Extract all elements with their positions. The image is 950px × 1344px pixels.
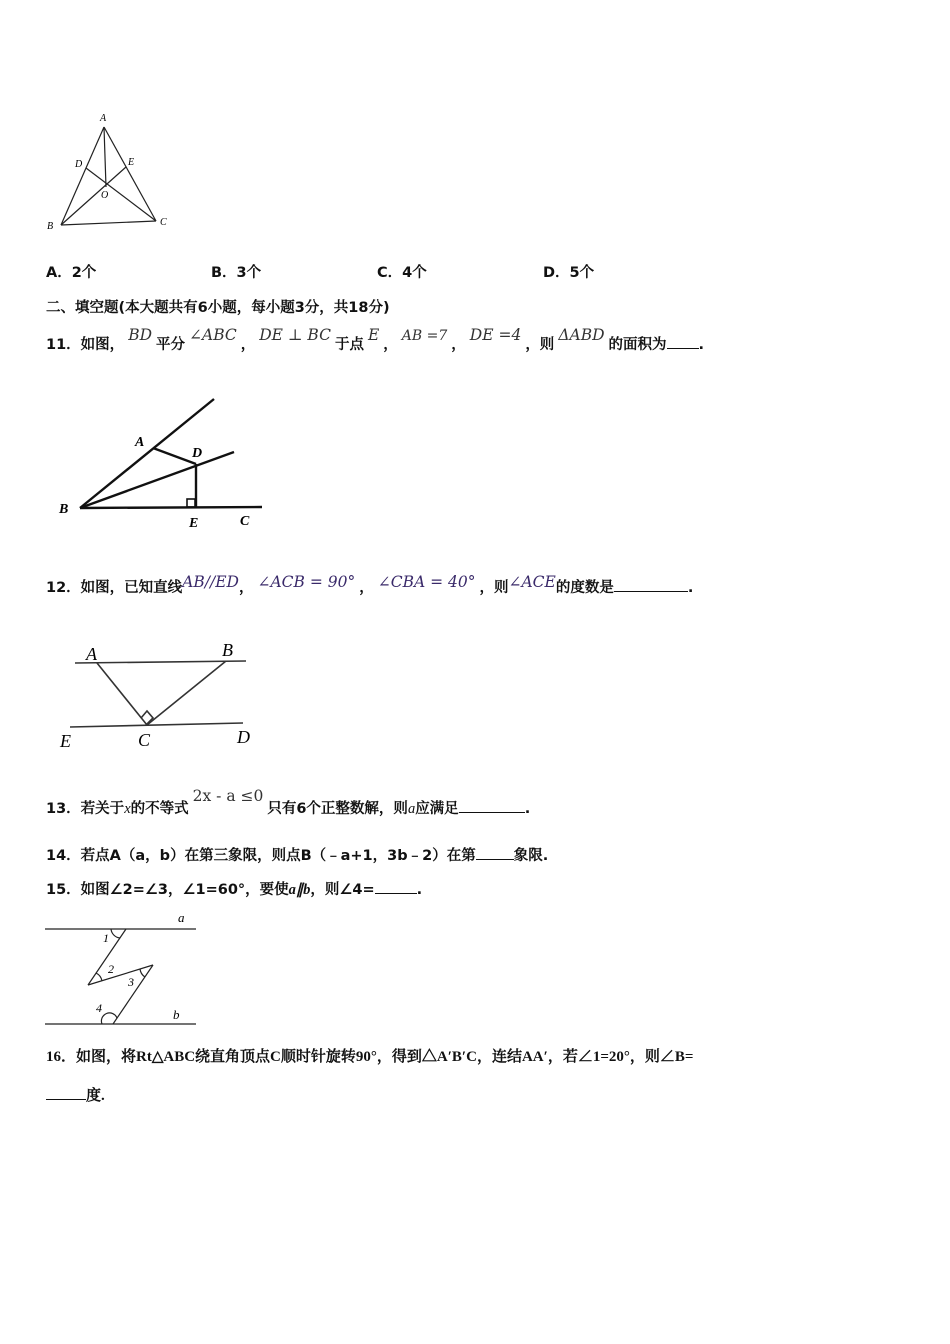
label-D: D — [192, 446, 203, 461]
label-angle-2: 2 — [108, 962, 114, 976]
label-E: E — [128, 157, 135, 168]
q13-end: . — [524, 801, 531, 817]
label-B: B — [47, 221, 54, 232]
q12-end: . — [687, 580, 694, 596]
q12-answer-blank[interactable] — [614, 579, 688, 592]
label-b: b — [173, 1007, 180, 1022]
q13-number: 13．若关于 — [46, 801, 125, 817]
label-B: B — [222, 640, 233, 660]
q11-math-bd: BD — [128, 326, 153, 344]
label-C: C — [138, 730, 151, 750]
q15-text: ，则∠4= — [310, 882, 375, 898]
question-12 — [46, 573, 694, 597]
label-C: C — [240, 514, 250, 529]
question-16 — [46, 1045, 693, 1066]
q13-text: 只有6个正整数解，则 — [267, 801, 408, 817]
label-E: E — [60, 731, 71, 751]
q12-sep: ， — [238, 580, 254, 596]
q11-math-triangle-abd: ΔABD — [558, 326, 605, 344]
q13-answer-blank[interactable] — [459, 800, 525, 813]
q11-math-ab: AB =7 — [401, 328, 448, 344]
q13-math-inequality: 2x - a ≤0 — [192, 787, 264, 805]
q12-sep: ， — [359, 580, 374, 596]
q11-math-de-perp-bc: DE ⊥ BC — [259, 326, 331, 344]
q12-number: 12．如图，已知直线 — [46, 580, 183, 596]
label-A: A — [100, 113, 107, 124]
q13-var-x: x — [124, 801, 131, 817]
label-C: C — [160, 217, 167, 228]
q11-math-angle-abc: ∠ABC — [189, 326, 237, 344]
q16-text: 16．如图，将Rt△ABC绕直角顶点C顺时针旋转90°，得到△A′B′C，连结AA′，若∠1=20°，则∠B= — [46, 1049, 694, 1065]
q12-text: ，则 — [479, 580, 509, 596]
q16-answer-blank[interactable] — [46, 1087, 86, 1100]
label-A: A — [135, 435, 145, 450]
question-16-line2 — [46, 1084, 105, 1105]
q13-text: 的不等式 — [130, 801, 189, 817]
q11-text: 于点 — [334, 337, 364, 353]
option-a: A．2个 — [46, 265, 97, 281]
q12-math-angle-ace: ∠ACE — [508, 573, 556, 591]
q12-math-angle-cba: ∠CBA = 40° — [377, 573, 476, 591]
label-D: D — [237, 727, 250, 747]
section-heading: 二、填空题(本大题共有6小题，每小题3分，共18分) — [46, 300, 390, 316]
q16-text-end: 度. — [86, 1088, 105, 1104]
q11-math-de: DE =4 — [469, 326, 522, 344]
figure-q12-parallel-lines — [50, 630, 270, 760]
label-a: a — [178, 910, 185, 925]
q11-sep: ， — [451, 337, 466, 353]
label-E: E — [189, 516, 199, 531]
figure-q10-triangle — [40, 105, 190, 235]
q11-sep: ， — [383, 337, 398, 353]
question-14 — [46, 844, 548, 865]
label-angle-4: 4 — [96, 1001, 102, 1015]
q14-text-end: 象限. — [513, 848, 549, 864]
q15-math-a-parallel-b: a∥b — [288, 882, 311, 898]
q15-text: 15．如图∠2=∠3，∠1=60°，要使 — [46, 882, 289, 898]
option-b: B．3个 — [211, 265, 262, 281]
label-O: O — [101, 190, 109, 201]
q11-end: . — [698, 337, 705, 353]
question-13 — [46, 787, 531, 818]
q11-text: 的面积为 — [608, 337, 667, 353]
q11-text: ，则 — [525, 337, 555, 353]
label-angle-3: 3 — [128, 975, 134, 989]
label-B: B — [59, 502, 69, 517]
q13-var-a: a — [407, 801, 416, 817]
figure-q11-angle-bisector — [40, 385, 280, 535]
q11-math-e: E — [367, 326, 380, 344]
label-angle-1: 1 — [103, 931, 109, 945]
label-A: A — [86, 644, 97, 664]
figure-q15-parallel-lines — [40, 905, 210, 1035]
q11-text: 平分 — [156, 337, 186, 353]
q15-answer-blank[interactable] — [375, 881, 417, 894]
q12-text: 的度数是 — [555, 580, 614, 596]
q11-answer-blank[interactable] — [667, 336, 699, 349]
q11-number: 11．如图， — [46, 337, 125, 353]
q12-math-ab-parallel-ed: AB//ED — [182, 573, 239, 591]
question-11 — [46, 326, 705, 354]
q14-answer-blank[interactable] — [476, 847, 514, 860]
question-15 — [46, 878, 422, 899]
option-d: D．5个 — [543, 265, 595, 281]
option-c: C．4个 — [377, 265, 427, 281]
q13-text: 应满足 — [415, 801, 459, 817]
label-D: D — [75, 159, 83, 170]
q11-sep: ， — [240, 337, 256, 353]
q12-math-angle-acb: ∠ACB = 90° — [257, 573, 356, 591]
q15-end: . — [416, 882, 423, 898]
q14-text: 14．若点A（a，b）在第三象限，则点B（﹣a+1，3b﹣2）在第 — [46, 848, 476, 864]
